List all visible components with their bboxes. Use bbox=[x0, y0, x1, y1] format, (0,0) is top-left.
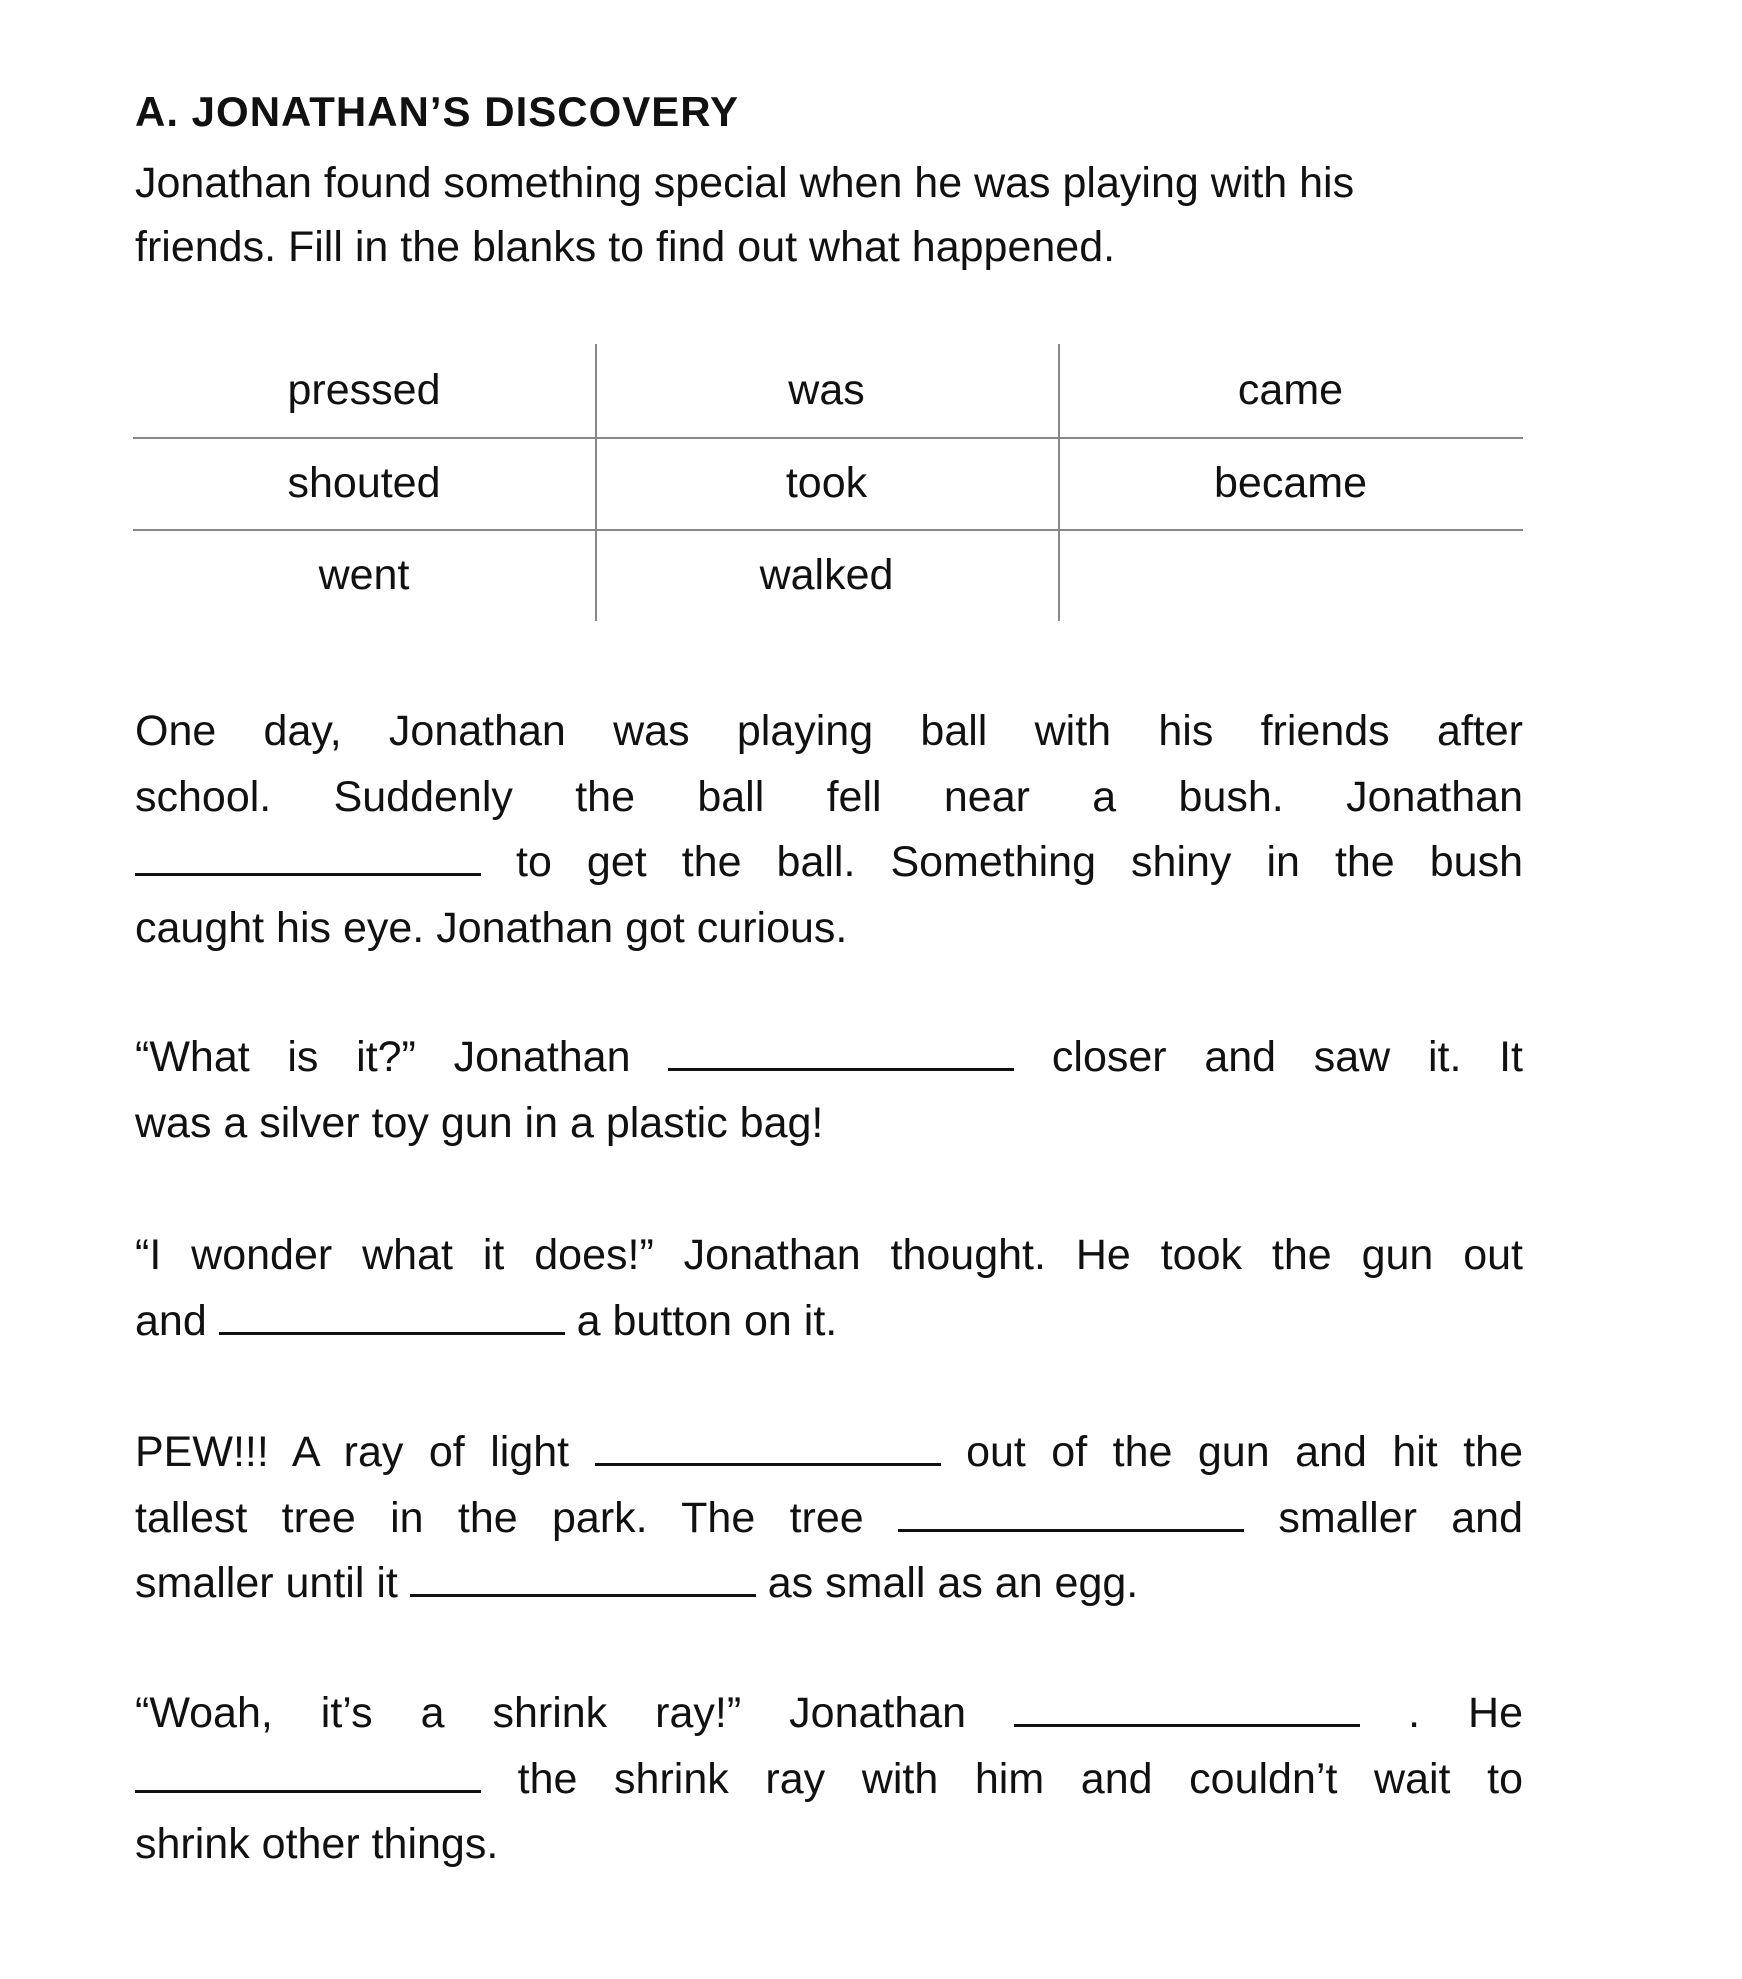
story-line bbox=[135, 1551, 1523, 1617]
story-text: out of the gun and hit the bbox=[966, 1428, 1523, 1476]
story-text: closer and saw it. It bbox=[1051, 1033, 1523, 1081]
story-line: was a silver toy gun in a plastic bag! bbox=[135, 1098, 824, 1147]
story-text: PEW!!! A ray of light bbox=[135, 1428, 570, 1476]
word-cell: came bbox=[1237, 366, 1344, 414]
answer-blank-1[interactable] bbox=[135, 843, 481, 876]
story-text: smaller and bbox=[1278, 1493, 1524, 1542]
story-line bbox=[135, 1747, 1523, 1813]
story-line: caught his eye. Jonathan got curious. bbox=[135, 903, 848, 952]
story-text: and bbox=[135, 1296, 207, 1345]
story-text: “Woah, it’s a shrink ray!” Jonathan bbox=[135, 1689, 967, 1737]
story-line bbox=[135, 1289, 1523, 1355]
story-text: “What is it?” Jonathan bbox=[135, 1033, 631, 1081]
answer-blank-8[interactable] bbox=[135, 1760, 481, 1793]
word-cell: walked bbox=[759, 550, 894, 599]
answer-blank-5[interactable] bbox=[898, 1499, 1244, 1532]
story-line bbox=[135, 1681, 1523, 1747]
story-paragraph-3 bbox=[135, 1223, 1523, 1354]
word-cell: became bbox=[1214, 458, 1367, 507]
story-line: shrink other things. bbox=[135, 1820, 499, 1868]
story-line: “I wonder what it does!” Jonathan thought. He took the gun out bbox=[135, 1231, 1523, 1279]
story-paragraph-2 bbox=[135, 1025, 1523, 1156]
story-paragraph-5 bbox=[135, 1681, 1523, 1878]
word-cell: was bbox=[788, 366, 865, 414]
story-line: school. Suddenly the ball fell near a bush. Jonathan bbox=[135, 772, 1523, 821]
word-bank-table bbox=[133, 344, 1523, 621]
story-text: smaller until it bbox=[135, 1559, 398, 1607]
story-line bbox=[135, 1420, 1523, 1486]
answer-blank-6[interactable] bbox=[410, 1564, 756, 1597]
story-text: tallest tree in the park. The tree bbox=[135, 1493, 864, 1542]
answer-blank-7[interactable] bbox=[1014, 1694, 1360, 1727]
section-title: A. JONATHAN’S DISCOVERY bbox=[135, 88, 740, 135]
word-cell: shouted bbox=[287, 458, 441, 507]
story-line bbox=[135, 1486, 1523, 1552]
word-cell: pressed bbox=[287, 366, 441, 414]
story-line: One day, Jonathan was playing ball with his friends after bbox=[135, 707, 1523, 755]
story-paragraph-1 bbox=[135, 699, 1523, 961]
instructions bbox=[135, 151, 1525, 279]
answer-blank-2[interactable] bbox=[668, 1038, 1014, 1071]
instructions-line: friends. Fill in the blanks to find out what happened. bbox=[135, 223, 1116, 271]
word-cell: went bbox=[318, 550, 410, 599]
word-cell: took bbox=[785, 458, 868, 507]
story-line bbox=[135, 830, 1523, 896]
story-text: as small as an egg. bbox=[767, 1559, 1139, 1607]
story-text: . He bbox=[1408, 1689, 1523, 1737]
answer-blank-3[interactable] bbox=[219, 1302, 565, 1335]
story-text: to get the ball. Something shiny in the bush bbox=[516, 838, 1523, 886]
instructions-line: Jonathan found something special when he was playing with his bbox=[135, 159, 1355, 207]
story-text: a button on it. bbox=[576, 1296, 838, 1345]
story-paragraph-4 bbox=[135, 1420, 1523, 1617]
story-line bbox=[135, 1025, 1523, 1091]
story-text: the shrink ray with him and couldn’t wait to bbox=[517, 1754, 1523, 1803]
answer-blank-4[interactable] bbox=[595, 1433, 941, 1466]
